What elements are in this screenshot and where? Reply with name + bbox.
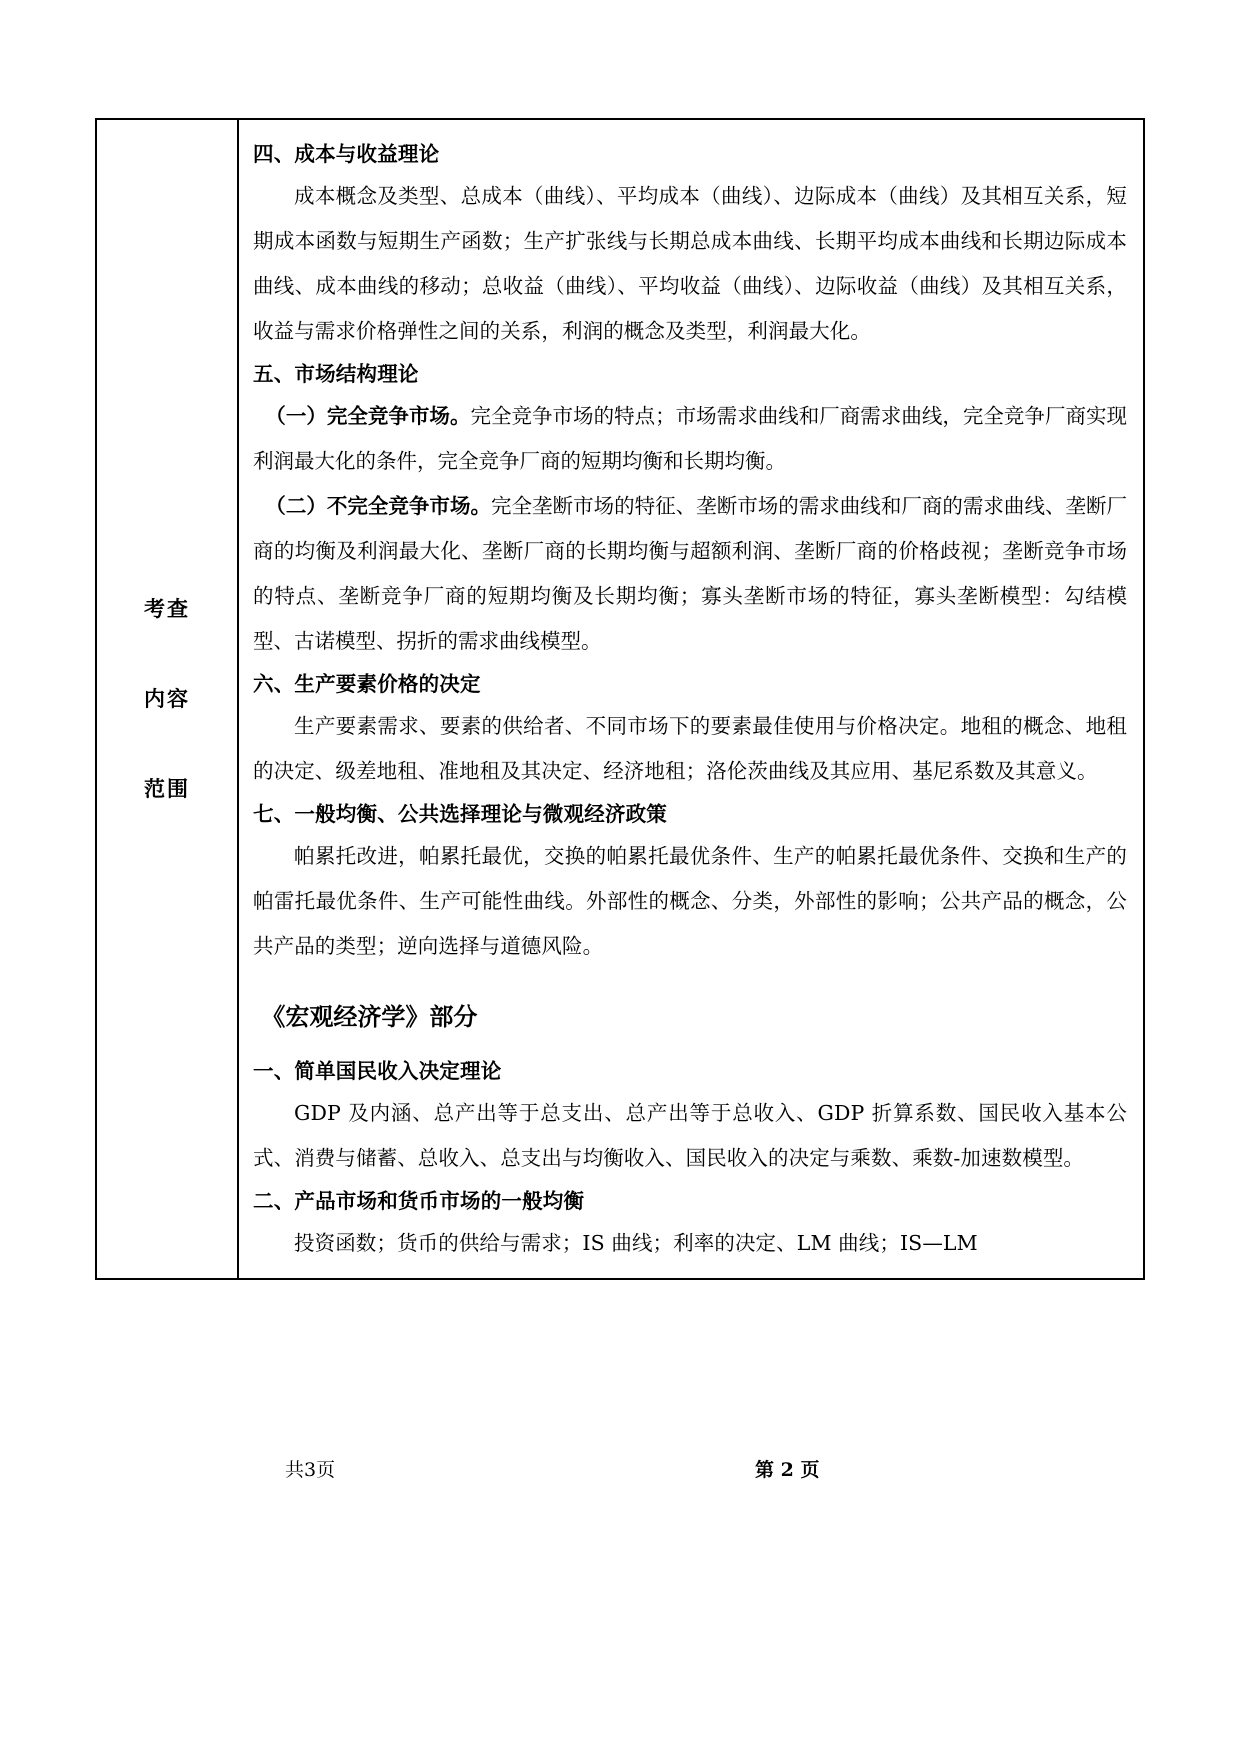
row-label-stack bbox=[103, 564, 231, 834]
subsection-5-2 bbox=[253, 484, 1127, 664]
section-body-7: 帕累托改进，帕累托最优，交换的帕累托最优条件、生产的帕累托最优条件、交换和生产的帕雷托最优条件、生产可能性曲线。外部性的概念、分类，外部性的影响；公共产品的概念，公共产品的类型；逆向选择与道德风险。 bbox=[253, 844, 1127, 958]
content-cell bbox=[238, 119, 1144, 1279]
page-footer bbox=[95, 1455, 1145, 1495]
row-label-line-2: 内容 bbox=[144, 686, 190, 711]
macro-part-title: 《宏观经济学》部分 bbox=[261, 1002, 478, 1031]
syllabus-table bbox=[95, 118, 1145, 1280]
macro-section-body-1: GDP 及内涵、总产出等于总支出、总产出等于总收入、GDP 折算系数、国民收入基本公式、消费与储蓄、总收入、总支出与均衡收入、国民收入的决定与乘数、乘数-加速数模型。 bbox=[253, 1101, 1127, 1170]
subsection-5-2-label: （二）不完全竞争市场。 bbox=[265, 494, 491, 518]
row-label-cell bbox=[96, 119, 238, 1279]
row-label-line-1: 考查 bbox=[144, 596, 190, 621]
macro-section-heading-2: 二、产品市场和货币市场的一般均衡 bbox=[253, 1189, 585, 1213]
subsection-5-2-body: 完全垄断市场的特征、垄断市场的需求曲线和厂商的需求曲线、垄断厂商的均衡及利润最大化、垄断厂商的长期均衡与超额利润、垄断厂商的价格歧视；垄断竞争市场的特点、垄断竞争厂商的短期均衡及长期均衡；寡头垄断市场的特征，寡头垄断模型：勾结模型、古诺模型、拐折的需求曲线模型。 bbox=[253, 494, 1128, 653]
section-body-6: 生产要素需求、要素的供给者、不同市场下的要素最佳使用与价格决定。地租的概念、地租的决定、级差地租、准地租及其决定、经济地租；洛伦茨曲线及其应用、基尼系数及其意义。 bbox=[253, 714, 1127, 783]
footer-total-pages: 共3页 bbox=[285, 1459, 336, 1481]
section-heading-5: 五、市场结构理论 bbox=[253, 362, 419, 386]
row-label-line-3: 范围 bbox=[144, 776, 190, 801]
footer-page-number: 第 2 页 bbox=[755, 1459, 820, 1481]
subsection-5-1-label: （一）完全竞争市场。 bbox=[265, 404, 471, 428]
section-body-4: 成本概念及类型、总成本（曲线）、平均成本（曲线）、边际成本（曲线）及其相互关系，短期成本函数与短期生产函数；生产扩张线与长期总成本曲线、长期平均成本曲线和长期边际成本曲线、成本曲线的移动；总收益（曲线）、平均收益（曲线）、边际收益（曲线）及其相互关系，收益与需求价格弹性之间的关系，利润的概念及类型，利润最大化。 bbox=[253, 184, 1127, 343]
subsection-5-1 bbox=[253, 394, 1127, 484]
macro-section-body-2: 投资函数；货币的供给与需求；IS 曲线；利率的决定、LM 曲线；IS—LM bbox=[294, 1231, 978, 1255]
section-heading-4: 四、成本与收益理论 bbox=[253, 142, 440, 166]
section-heading-6: 六、生产要素价格的决定 bbox=[253, 672, 481, 696]
macro-section-heading-1: 一、简单国民收入决定理论 bbox=[253, 1059, 502, 1083]
subsection-5-1-body: 完全竞争市场的特点；市场需求曲线和厂商需求曲线，完全竞争厂商实现利润最大化的条件，完全竞争厂商的短期均衡和长期均衡。 bbox=[253, 404, 1127, 473]
section-heading-7: 七、一般均衡、公共选择理论与微观经济政策 bbox=[253, 802, 667, 826]
table-row bbox=[96, 119, 1144, 1279]
